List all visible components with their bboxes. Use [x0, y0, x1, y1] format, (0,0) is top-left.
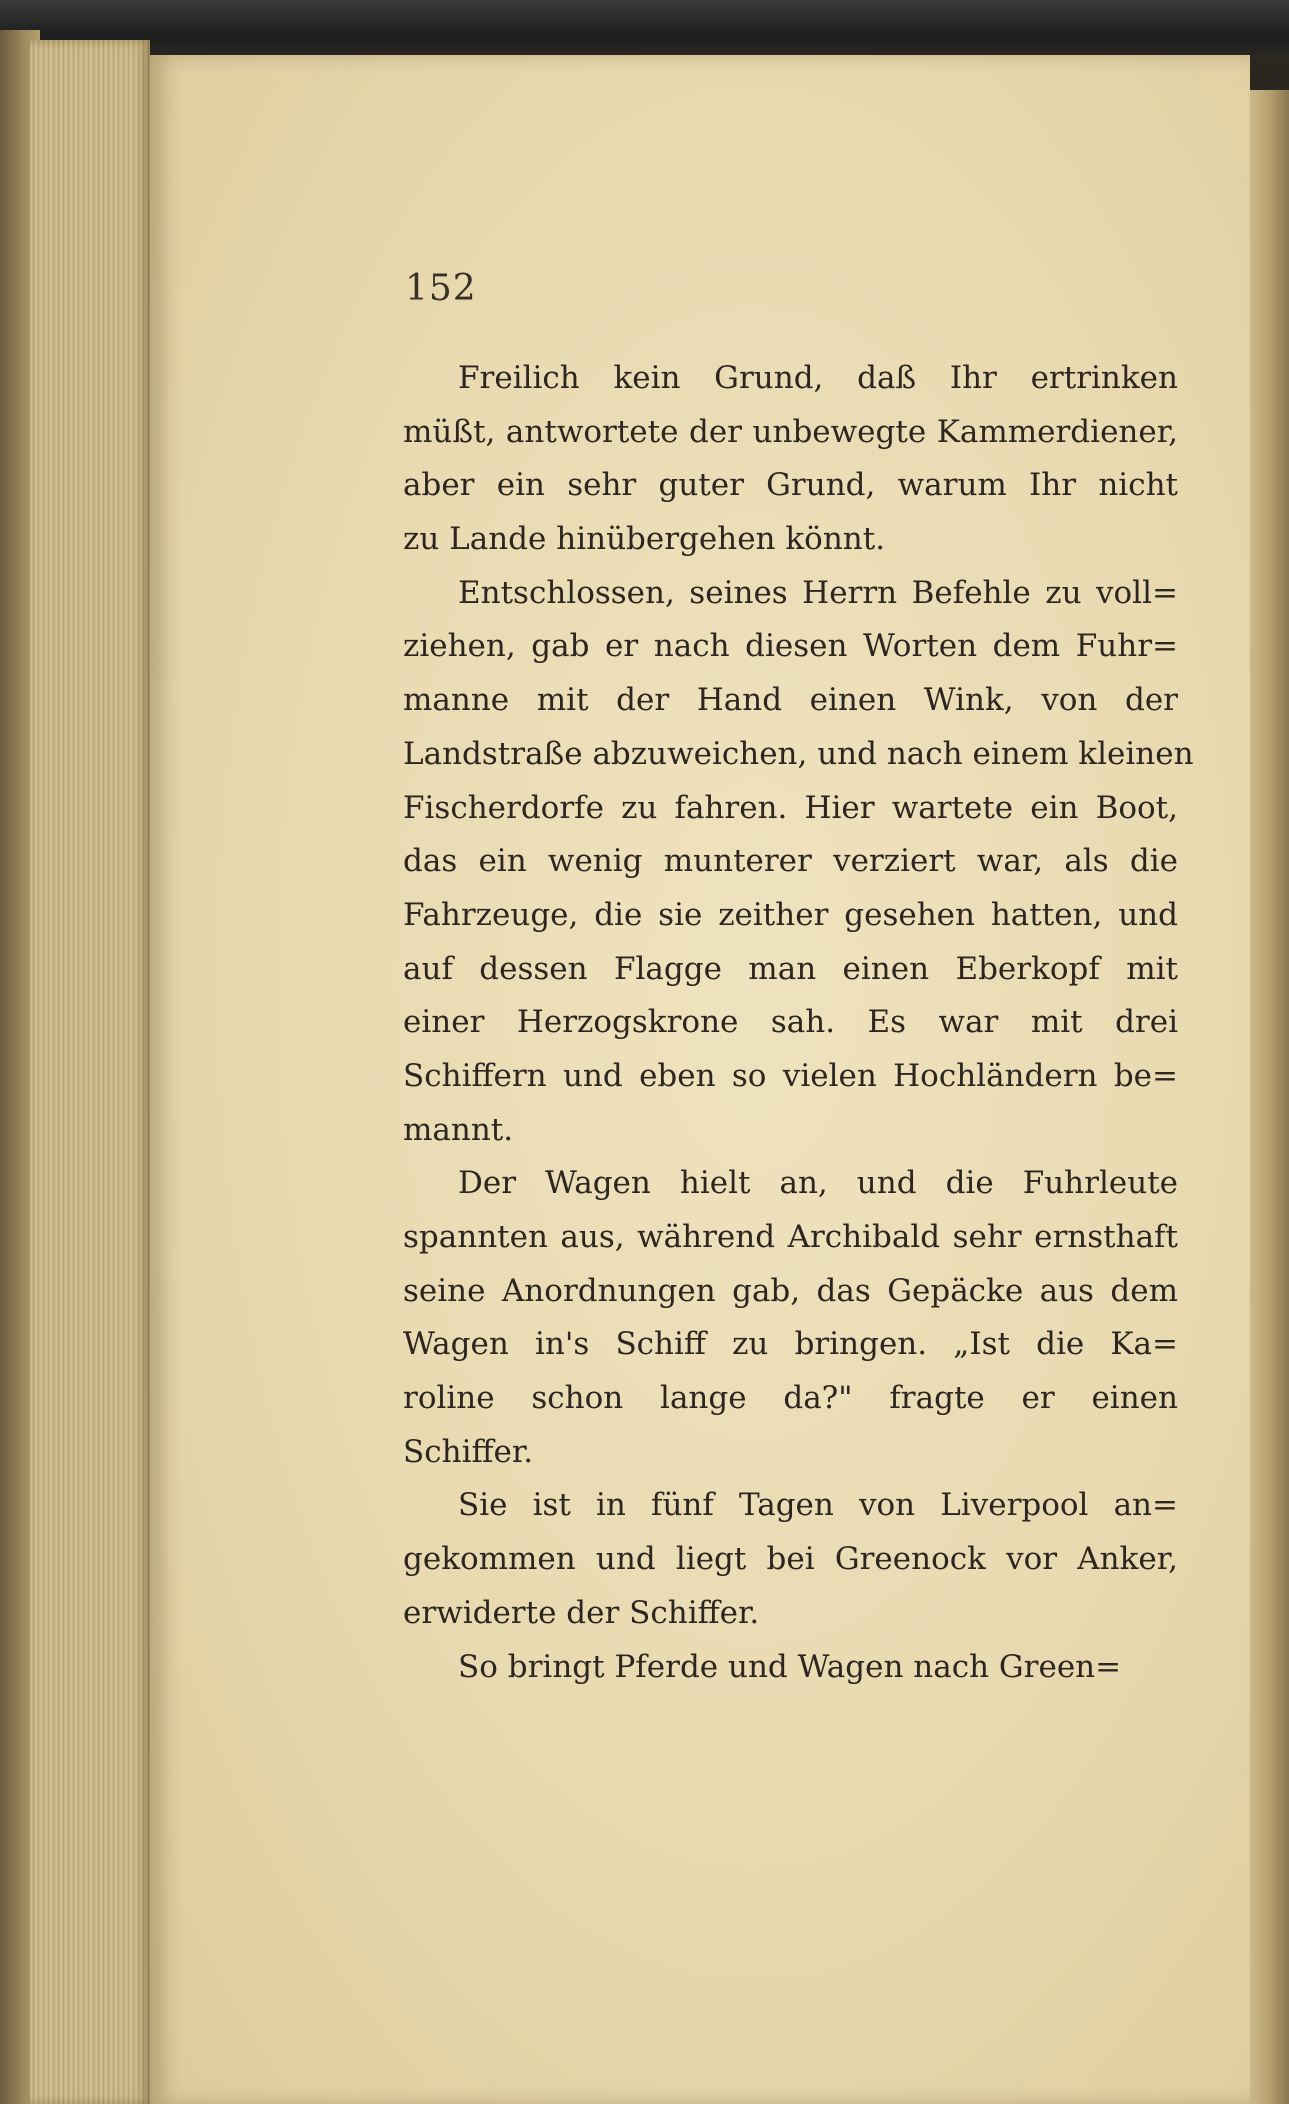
text-line: seine Anordnungen gab, das Gepäcke aus dem	[403, 1272, 1178, 1309]
page-text	[403, 352, 1194, 1694]
text-line: roline schon lange da?" fragte er einen	[403, 1380, 1178, 1417]
text-line: manne mit der Hand einen Wink, von der	[403, 682, 1178, 719]
page-stack-edges	[30, 40, 150, 2104]
text-line: erwiderte der Schiffer.	[403, 1594, 760, 1631]
text-line: Sie ist in fünf Tagen von Liverpool an=	[458, 1487, 1178, 1524]
text-line: Fahrzeuge, die sie zeither gesehen hatten, und	[403, 896, 1178, 933]
text-line: Freilich kein Grund, daß Ihr ertrinken	[458, 360, 1178, 396]
text-line: auf dessen Flagge man einen Eberkopf mit	[403, 950, 1178, 987]
text-line: einer Herzogskrone sah. Es war mit drei	[403, 1004, 1178, 1041]
facing-page-edge	[1250, 90, 1289, 2104]
page-number: 152	[405, 268, 477, 309]
text-line: Schiffern und eben so vielen Hochländern be=	[403, 1057, 1178, 1094]
text-line: zu Lande hinübergehen könnt.	[403, 521, 886, 558]
text-line: Schiffer.	[403, 1433, 534, 1470]
text-line: spannten aus, während Archibald sehr ernsthaft	[403, 1219, 1178, 1255]
text-line: mannt.	[403, 1111, 514, 1148]
book-spine-top	[0, 0, 1289, 60]
text-line: Der Wagen hielt an, und die Fuhrleute	[458, 1165, 1178, 1202]
text-line: aber ein sehr guter Grund, warum Ihr nicht	[403, 467, 1178, 504]
text-line: gekommen und liegt bei Greenock vor Anker,	[403, 1541, 1178, 1578]
text-line: ziehen, gab er nach diesen Worten dem Fuhr=	[403, 628, 1178, 665]
text-line: Fischerdorfe zu fahren. Hier wartete ein Boot,	[403, 789, 1178, 826]
text-line: Wagen in's Schiff zu bringen. „Ist die Ka=	[403, 1326, 1178, 1363]
text-line: Landstraße abzuweichen, und nach einem kleinen	[403, 735, 1194, 772]
text-line: das ein wenig munterer verziert war, als die	[403, 843, 1178, 880]
text-line: müßt, antwortete der unbewegte Kammerdiener,	[403, 413, 1178, 450]
text-line: Entschlossen, seines Herrn Befehle zu voll=	[458, 574, 1178, 611]
text-line: So bringt Pferde und Wagen nach Green=	[458, 1648, 1122, 1685]
